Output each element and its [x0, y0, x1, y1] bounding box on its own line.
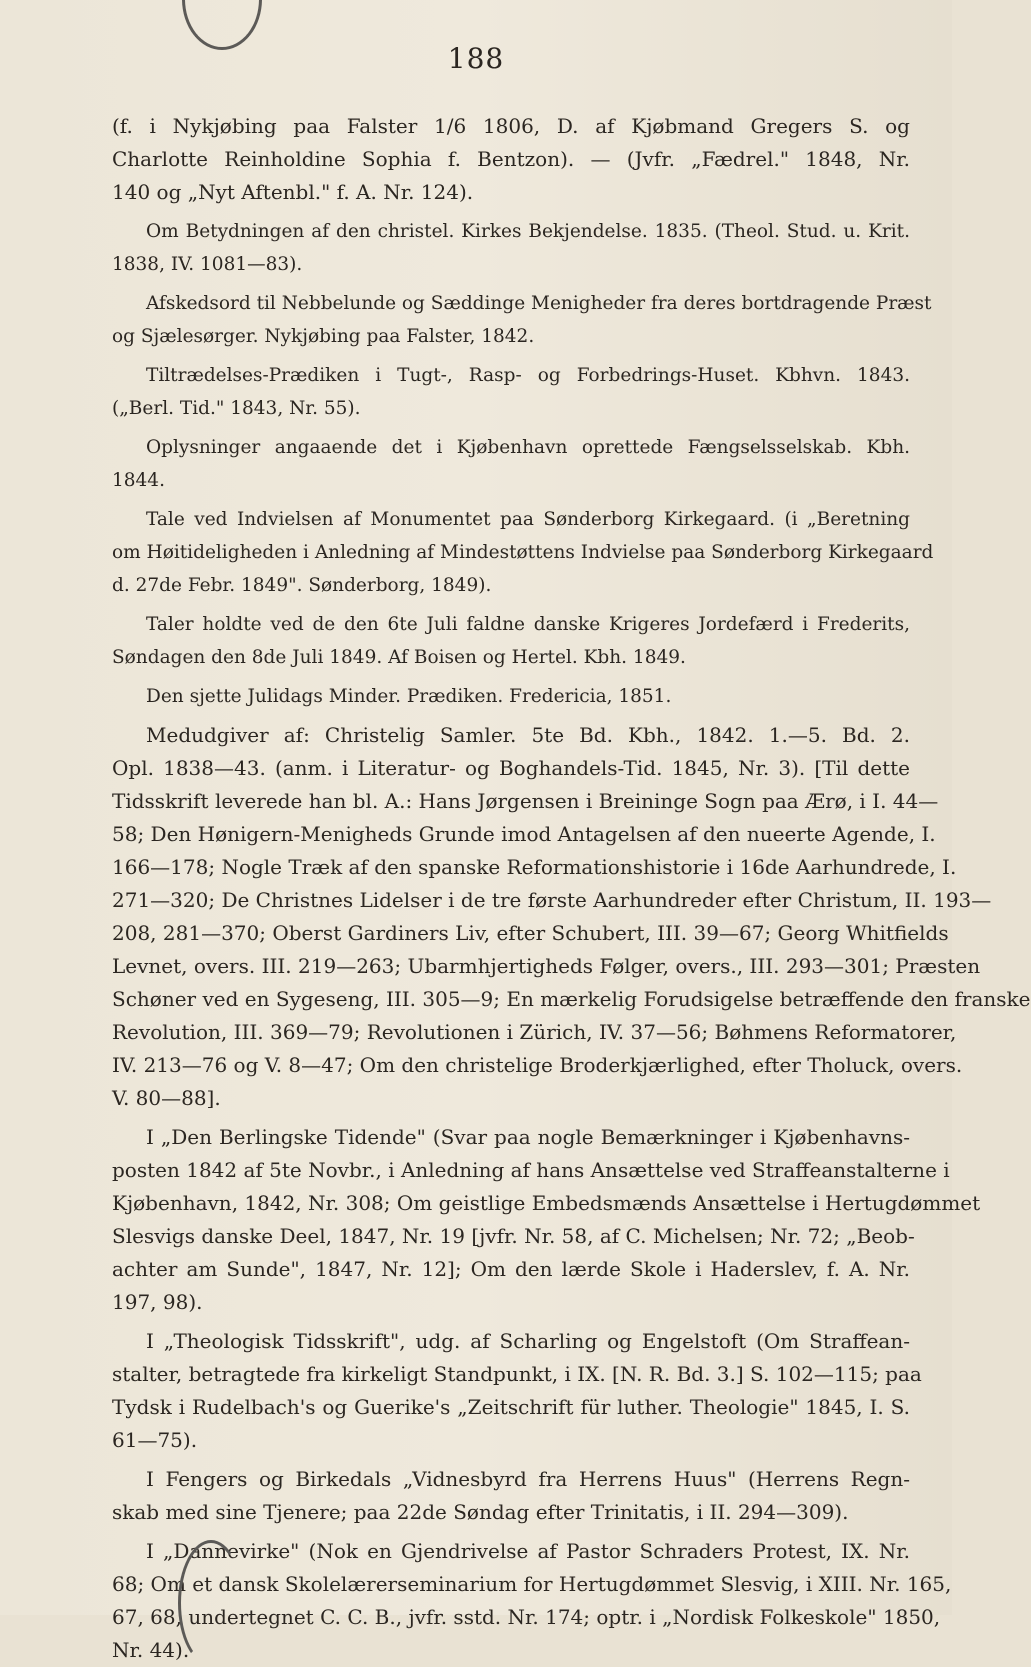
- text-line: 197, 98).: [112, 1290, 203, 1314]
- entry-paragraph: [112, 503, 934, 602]
- entry-paragraph: [112, 1463, 910, 1529]
- text-line: 68; Om et dansk Skolelærerseminarium for Hertugdømmet Slesvig, i XIII. Nr. 165,: [112, 1572, 952, 1596]
- text-line: Opl. 1838—43. (anm. i Literatur- og Boghandels-Tid. 1845, Nr. 3). [Til dette: [112, 756, 910, 780]
- text-line: skab med sine Tjenere; paa 22de Søndag efter Trinitatis, i II. 294—309).: [112, 1500, 849, 1524]
- text-line: Søndagen den 8de Juli 1849. Af Boisen og Hertel. Kbh. 1849.: [112, 647, 686, 668]
- text-line: Schøner ved en Sygeseng, III. 305—9; En mærkelig Forudsigelse betræffende den franske: [112, 987, 1031, 1011]
- text-line: („Berl. Tid." 1843, Nr. 55).: [112, 398, 361, 419]
- text-line: og Sjælesørger. Nykjøbing paa Falster, 1842.: [112, 326, 535, 347]
- text-line: Oplysninger angaaende det i Kjøbenhavn oprettede Fængselsselskab. Kbh.: [146, 437, 910, 458]
- text-line: (f. i Nykjøbing paa Falster 1/6 1806, D. af Kjøbmand Gregers S. og: [112, 114, 910, 138]
- text-line: 140 og „Nyt Aftenbl." f. A. Nr. 124).: [112, 180, 474, 204]
- entry-paragraph: [112, 680, 910, 713]
- entry-paragraph: [112, 110, 910, 209]
- text-line: Charlotte Reinholdine Sophia f. Bentzon). — (Jvfr. „Fædrel." 1848, Nr.: [112, 147, 910, 171]
- entry-paragraph: [112, 1325, 922, 1457]
- text-line: I Fengers og Birkedals „Vidnesbyrd fra Herrens Huus" (Herrens Regn-: [146, 1467, 910, 1491]
- entry-paragraph: [112, 719, 1031, 1115]
- text-line: IV. 213—76 og V. 8—47; Om den christelige Broderkjærlighed, efter Tholuck, overs.: [112, 1053, 963, 1077]
- text-line: 271—320; De Christnes Lidelser i de tre første Aarhundreder efter Christum, II. 193—: [112, 888, 992, 912]
- text-line: 67, 68, undertegnet C. C. B., jvfr. sstd. Nr. 174; optr. i „Nordisk Folkeskole" 1850,: [112, 1605, 941, 1629]
- text-line: Tidsskrift leverede han bl. A.: Hans Jørgensen i Breininge Sogn paa Ærø, i I. 44—: [112, 789, 939, 813]
- text-line: Tale ved Indvielsen af Monumentet paa Sønderborg Kirkegaard. (i „Beretning: [146, 509, 910, 530]
- text-line: Tiltrædelses-Prædiken i Tugt-, Rasp- og Forbedrings-Huset. Kbhvn. 1843.: [146, 365, 910, 386]
- entry-paragraph: [112, 215, 910, 281]
- text-line: Kjøbenhavn, 1842, Nr. 308; Om geistlige Embedsmænds Ansættelse i Hertugdømmet: [112, 1191, 981, 1215]
- text-line: V. 80—88].: [112, 1086, 221, 1110]
- text-line: 208, 281—370; Oberst Gardiners Liv, efter Schubert, III. 39—67; Georg Whitfields: [112, 921, 949, 945]
- text-line: 1838, IV. 1081—83).: [112, 254, 303, 275]
- text-line: Levnet, overs. III. 219—263; Ubarmhjertigheds Følger, overs., III. 293—301; Præsten: [112, 954, 981, 978]
- text-line: d. 27de Febr. 1849". Sønderborg, 1849).: [112, 575, 492, 596]
- text-line: Slesvigs danske Deel, 1847, Nr. 19 [jvfr. Nr. 58, af C. Michelsen; Nr. 72; „Beob-: [112, 1224, 915, 1248]
- text-line: om Høitideligheden i Anledning af Mindestøttens Indvielse paa Sønderborg Kirkegaard: [112, 542, 934, 563]
- entry-paragraph: [112, 1121, 981, 1319]
- text-line: Nr. 44).: [112, 1638, 190, 1662]
- binding-mark-bottom: [178, 1540, 244, 1666]
- entry-paragraph: [112, 287, 932, 353]
- text-line: Taler holdte ved de den 6te Juli faldne danske Krigeres Jordefærd i Frederits,: [146, 614, 910, 635]
- text-line: I „Theologisk Tidsskrift", udg. af Scharling og Engelstoft (Om Straffean-: [146, 1329, 910, 1353]
- text-line: Medudgiver af: Christelig Samler. 5te Bd. Kbh., 1842. 1.—5. Bd. 2.: [146, 723, 910, 747]
- text-line: Afskedsord til Nebbelunde og Sæddinge Menigheder fra deres bortdragende Præst: [146, 293, 932, 314]
- page-number: 188: [447, 42, 505, 75]
- bibliography-text: [112, 110, 1031, 1667]
- text-line: achter am Sunde", 1847, Nr. 12]; Om den lærde Skole i Haderslev, f. A. Nr.: [112, 1257, 910, 1281]
- text-line: Den sjette Julidags Minder. Prædiken. Fredericia, 1851.: [146, 686, 672, 707]
- entry-paragraph: [112, 359, 910, 425]
- text-line: Om Betydningen af den christel. Kirkes Bekjendelse. 1835. (Theol. Stud. u. Krit.: [146, 221, 910, 242]
- text-line: 58; Den Hønigern-Menigheds Grunde imod Antagelsen af den nueerte Agende, I.: [112, 822, 936, 846]
- text-line: 1844.: [112, 470, 165, 491]
- entry-paragraph: [112, 431, 910, 497]
- text-line: I „Dannevirke" (Nok en Gjendrivelse af Pastor Schraders Protest, IX. Nr.: [146, 1539, 910, 1563]
- text-line: stalter, betragtede fra kirkeligt Standpunkt, i IX. [N. R. Bd. 3.] S. 102—115; paa: [112, 1362, 922, 1386]
- text-line: Tydsk i Rudelbach's og Guerike's „Zeitschrift für luther. Theologie" 1845, I. S.: [112, 1395, 910, 1419]
- text-line: 166—178; Nogle Træk af den spanske Reformationshistorie i 16de Aarhundrede, I.: [112, 855, 957, 879]
- text-line: I „Den Berlingske Tidende" (Svar paa nogle Bemærkninger i Kjøbenhavns-: [146, 1125, 910, 1149]
- text-line: 61—75).: [112, 1428, 198, 1452]
- text-line: posten 1842 af 5te Novbr., i Anledning af hans Ansættelse ved Straffeanstalterne i: [112, 1158, 950, 1182]
- entry-paragraph: [112, 608, 910, 674]
- text-line: Revolution, III. 369—79; Revolutionen i Zürich, IV. 37—56; Bøhmens Reformatorer,: [112, 1020, 957, 1044]
